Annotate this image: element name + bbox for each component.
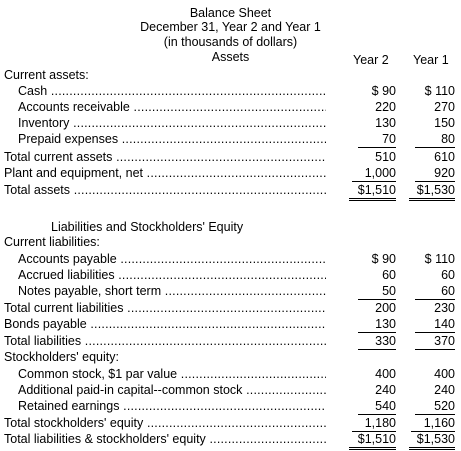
underline — [415, 181, 455, 182]
row-y2-plant-equipment: 1,000 — [364, 166, 396, 180]
row-y2-accounts-receivable: 220 — [375, 100, 396, 114]
row-label-plant-equipment: Plant and equipment, net ..... — [4, 166, 326, 180]
row-label-inventory: Inventory ..... — [18, 116, 326, 130]
row-y1-prepaid-expenses: 80 — [441, 132, 455, 146]
row-y2-total-liabilities-and-equity: $1,510 — [357, 432, 396, 446]
underline — [358, 349, 396, 350]
row-label-accounts-receivable: Accounts receivable ..... — [18, 100, 326, 114]
row-label-additional-paid-in-capital: Additional paid-in capital--common stock ..... — [18, 383, 326, 397]
underline — [358, 147, 396, 148]
underline — [415, 414, 455, 415]
row-y2-total-liabilities: 330 — [375, 334, 396, 348]
current-liabilities-heading: Current liabilities: — [4, 235, 100, 249]
row-label-bonds-payable: Bonds payable ..... — [4, 317, 326, 331]
sheet-units: (in thousands of dollars) — [163, 35, 298, 49]
row-y2-total-current-liabilities: 200 — [375, 301, 396, 315]
underline — [415, 332, 455, 333]
assets-heading: Assets — [211, 50, 250, 64]
underline — [358, 332, 396, 333]
row-y2-total-stockholders-equity: 1,180 — [364, 416, 396, 430]
double-underline — [349, 447, 396, 450]
underline — [358, 414, 396, 415]
underline — [415, 349, 455, 350]
row-y2-notes-payable: 50 — [382, 284, 396, 298]
row-y2-total-assets: $1,510 — [357, 183, 396, 197]
row-y2-accrued-liabilities: 60 — [382, 268, 396, 282]
row-y1-total-liabilities: 370 — [434, 334, 455, 348]
row-y2-total-current-assets: 510 — [375, 150, 396, 164]
row-y2-bonds-payable: 130 — [375, 317, 396, 331]
row-label-accounts-payable: Accounts payable ..... — [18, 252, 326, 266]
row-label-total-stockholders-equity: Total stockholders' equity ..... — [4, 416, 326, 430]
row-y2-inventory: 130 — [375, 116, 396, 130]
row-label-common-stock: Common stock, $1 par value ..... — [18, 367, 326, 381]
row-y1-total-current-liabilities: 230 — [434, 301, 455, 315]
row-label-cash: Cash ..... — [18, 84, 326, 98]
row-y1-cash: $ 110 — [424, 84, 455, 98]
row-y2-cash: $ 90 — [371, 84, 396, 98]
row-y1-bonds-payable: 140 — [434, 317, 455, 331]
row-y1-total-current-assets: 610 — [434, 150, 455, 164]
row-label-prepaid-expenses: Prepaid expenses ..... — [18, 132, 326, 146]
sheet-date: December 31, Year 2 and Year 1 — [140, 20, 321, 34]
row-label-retained-earnings: Retained earnings ..... — [18, 399, 326, 413]
underline — [415, 299, 455, 300]
row-y1-inventory: 150 — [434, 116, 455, 130]
row-y1-accounts-receivable: 270 — [434, 100, 455, 114]
row-y2-retained-earnings: 540 — [375, 399, 396, 413]
row-y1-total-liabilities-and-equity: $1,530 — [416, 432, 455, 446]
row-y1-additional-paid-in-capital: 240 — [434, 383, 455, 397]
row-y1-total-stockholders-equity: 1,160 — [423, 416, 455, 430]
underline — [358, 299, 396, 300]
row-y1-plant-equipment: 920 — [434, 166, 455, 180]
column-header-year1: Year 1 — [413, 53, 449, 67]
stockholders-equity-heading: Stockholders' equity: — [4, 350, 119, 364]
row-y1-total-assets: $1,530 — [416, 183, 455, 197]
sheet-title: Balance Sheet — [189, 6, 272, 20]
column-header-year2: Year 2 — [353, 53, 389, 67]
row-label-notes-payable: Notes payable, short term ..... — [18, 284, 326, 298]
row-label-total-liabilities: Total liabilities ..... — [4, 334, 326, 348]
row-label-total-current-assets: Total current assets ..... — [4, 150, 326, 164]
double-underline — [409, 447, 455, 450]
row-y2-common-stock: 400 — [375, 367, 396, 381]
row-y2-additional-paid-in-capital: 240 — [375, 383, 396, 397]
liabilities-equity-heading: Liabilities and Stockholders' Equity — [51, 220, 244, 234]
row-y1-accrued-liabilities: 60 — [441, 268, 455, 282]
row-label-total-assets: Total assets ..... — [4, 183, 326, 197]
double-underline — [409, 198, 455, 201]
row-y1-accounts-payable: $ 110 — [424, 252, 455, 266]
row-label-accrued-liabilities: Accrued liabilities ..... — [18, 268, 326, 282]
row-y1-common-stock: 400 — [434, 367, 455, 381]
row-label-total-liabilities-and-equity: Total liabilities & stockholders' equity ..... — [4, 432, 326, 446]
underline — [352, 181, 396, 182]
double-underline — [349, 198, 396, 201]
row-y2-accounts-payable: $ 90 — [371, 252, 396, 266]
row-y1-retained-earnings: 520 — [434, 399, 455, 413]
row-label-total-current-liabilities: Total current liabilities ..... — [4, 301, 326, 315]
underline — [415, 147, 455, 148]
row-y2-prepaid-expenses: 70 — [382, 132, 396, 146]
row-y1-notes-payable: 60 — [441, 284, 455, 298]
current-assets-heading: Current assets: — [4, 68, 89, 82]
